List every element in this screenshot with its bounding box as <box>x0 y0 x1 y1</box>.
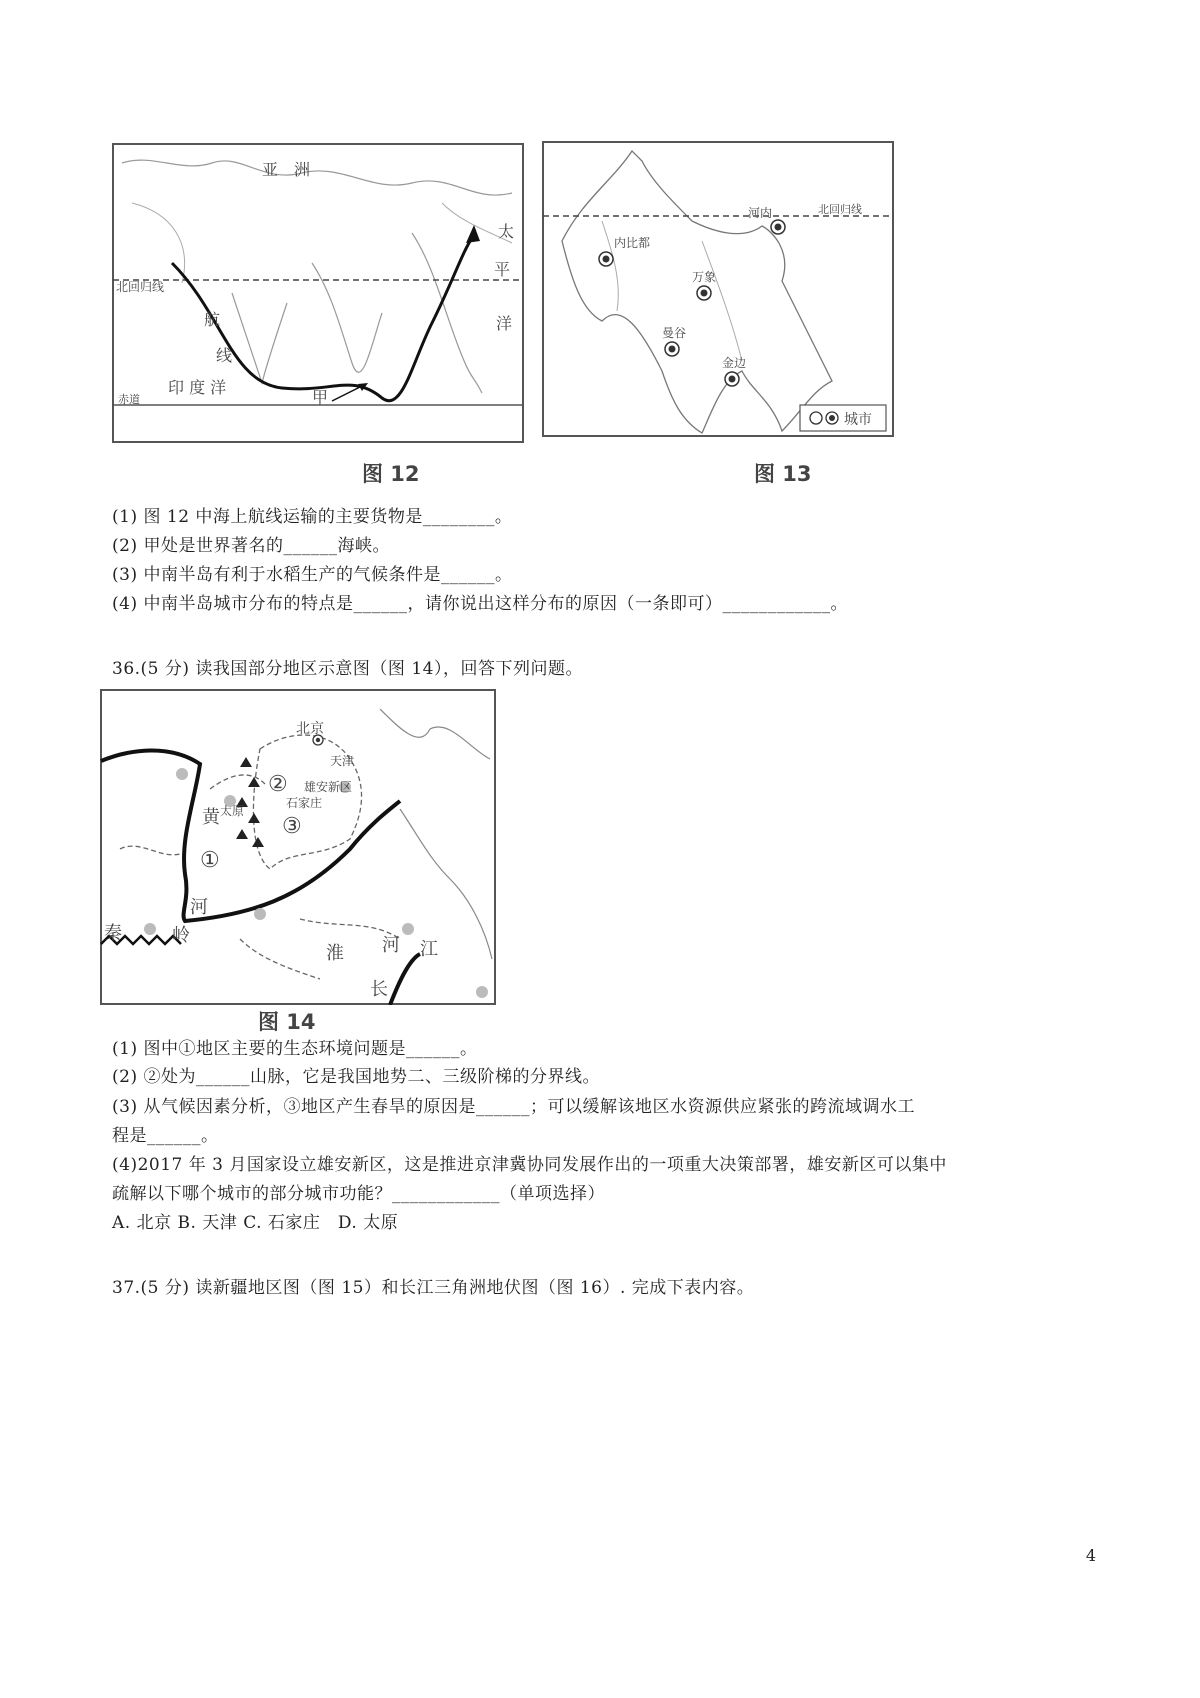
fig12-route-label-2: 线 <box>216 346 233 365</box>
q35-sub-3: (3) 中南半岛有利于水稻生产的气候条件是______。 <box>112 565 513 585</box>
fig14-xiongan-label: 雄安新区 <box>304 780 353 794</box>
fig14-tianjin-label: 天津 <box>330 754 355 768</box>
fig14-huai-label: 淮 <box>326 943 344 964</box>
fig13-city-label: 内比都 <box>614 236 651 250</box>
fig12-indian-ocean-label: 印 度 洋 <box>168 378 227 397</box>
fig14-beijing-label: 北京 <box>296 721 324 737</box>
city-marker <box>771 220 785 234</box>
fig14-huai-he-label: 河 <box>382 935 400 956</box>
fig13-legend-label: 城市 <box>844 412 872 428</box>
q36-sub-2: (2) ②处为______山脉，它是我国地势二、三级阶梯的分界线。 <box>112 1067 600 1087</box>
q36-options: A. 北京 B. 天津 C. 石家庄 D. 太原 <box>112 1213 399 1233</box>
figure-14-map <box>100 689 496 1005</box>
fig14-shijiazhuang-label: 石家庄 <box>286 796 323 810</box>
city-marker <box>599 252 613 266</box>
fig13-tropic-label: 北回归线 <box>818 203 862 216</box>
fig14-he-label: 河 <box>190 897 208 918</box>
q37-heading: 37.(5 分) 读新疆地区图（图 15）和长江三角洲地伏图（图 16）. 完成下表内容。 <box>112 1278 755 1298</box>
q36-sub-4-line-2: 疏解以下哪个城市的部分城市功能？____________（单项选择） <box>112 1184 605 1204</box>
q35-sub-2: (2) 甲处是世界著名的______海峡。 <box>112 536 390 556</box>
fig14-ling-label: 岭 <box>172 925 190 946</box>
q35-sub-4: (4) 中南半岛城市分布的特点是______，请你说出这样分布的原因（一条即可）____________。 <box>112 594 848 614</box>
fig13-city-label: 万象 <box>692 270 717 284</box>
fig12-asia-label: 亚 洲 <box>262 160 311 179</box>
page-number: 4 <box>1085 1546 1096 1565</box>
q36-sub-3-line-1: (3) 从气候因素分析，③地区产生春旱的原因是______；可以缓解该地区水资源供应紧张的跨流域调水工 <box>112 1097 915 1117</box>
fig12-pacific-label-1: 太 <box>498 222 515 241</box>
fig13-city-label: 金边 <box>722 356 747 370</box>
fig14-qin-label: 秦 <box>104 923 122 944</box>
fig14-jiang-label: 江 <box>420 939 438 960</box>
fig12-equator-label: 赤道 <box>118 393 140 406</box>
figure-14-caption: 图 14 <box>258 1010 316 1034</box>
fig14-region-1: ① <box>200 848 220 873</box>
q36-sub-4-line-1: (4)2017 年 3 月国家设立雄安新区，这是推进京津冀协同发展作出的一项重大决策部署，雄安新区可以集中 <box>112 1155 947 1175</box>
fig13-city-label: 河内 <box>748 206 773 220</box>
fig12-pacific-label-3: 洋 <box>496 314 513 333</box>
q36-sub-3-line-2: 程是______。 <box>112 1126 219 1146</box>
fig14-taiyuan-label: 太原 <box>220 804 245 818</box>
fig14-region-2: ② <box>268 772 288 797</box>
figure-13-caption: 图 13 <box>754 462 812 486</box>
fig12-pacific-label-2: 平 <box>494 260 511 279</box>
city-marker <box>665 342 679 356</box>
fig12-route-label-1: 航 <box>204 310 221 329</box>
fig14-region-3: ③ <box>282 814 302 839</box>
fig14-huang-label: 黄 <box>202 807 220 828</box>
fig14-chang-label: 长 <box>370 979 388 1000</box>
q35-sub-1: (1) 图 12 中海上航线运输的主要货物是________。 <box>112 507 513 527</box>
fig12-jia-label: 甲 <box>312 388 329 407</box>
city-marker <box>697 286 711 300</box>
figure-12-map <box>112 143 524 443</box>
city-marker <box>725 372 739 386</box>
figure-12-caption: 图 12 <box>362 462 420 486</box>
fig12-tropic-label: 北回归线 <box>116 280 165 294</box>
q36-heading: 36.(5 分) 读我国部分地区示意图（图 14），回答下列问题。 <box>112 659 583 679</box>
q36-sub-1: (1) 图中①地区主要的生态环境问题是______。 <box>112 1039 478 1059</box>
fig13-city-label: 曼谷 <box>662 326 687 340</box>
figure-13-map <box>542 141 894 437</box>
